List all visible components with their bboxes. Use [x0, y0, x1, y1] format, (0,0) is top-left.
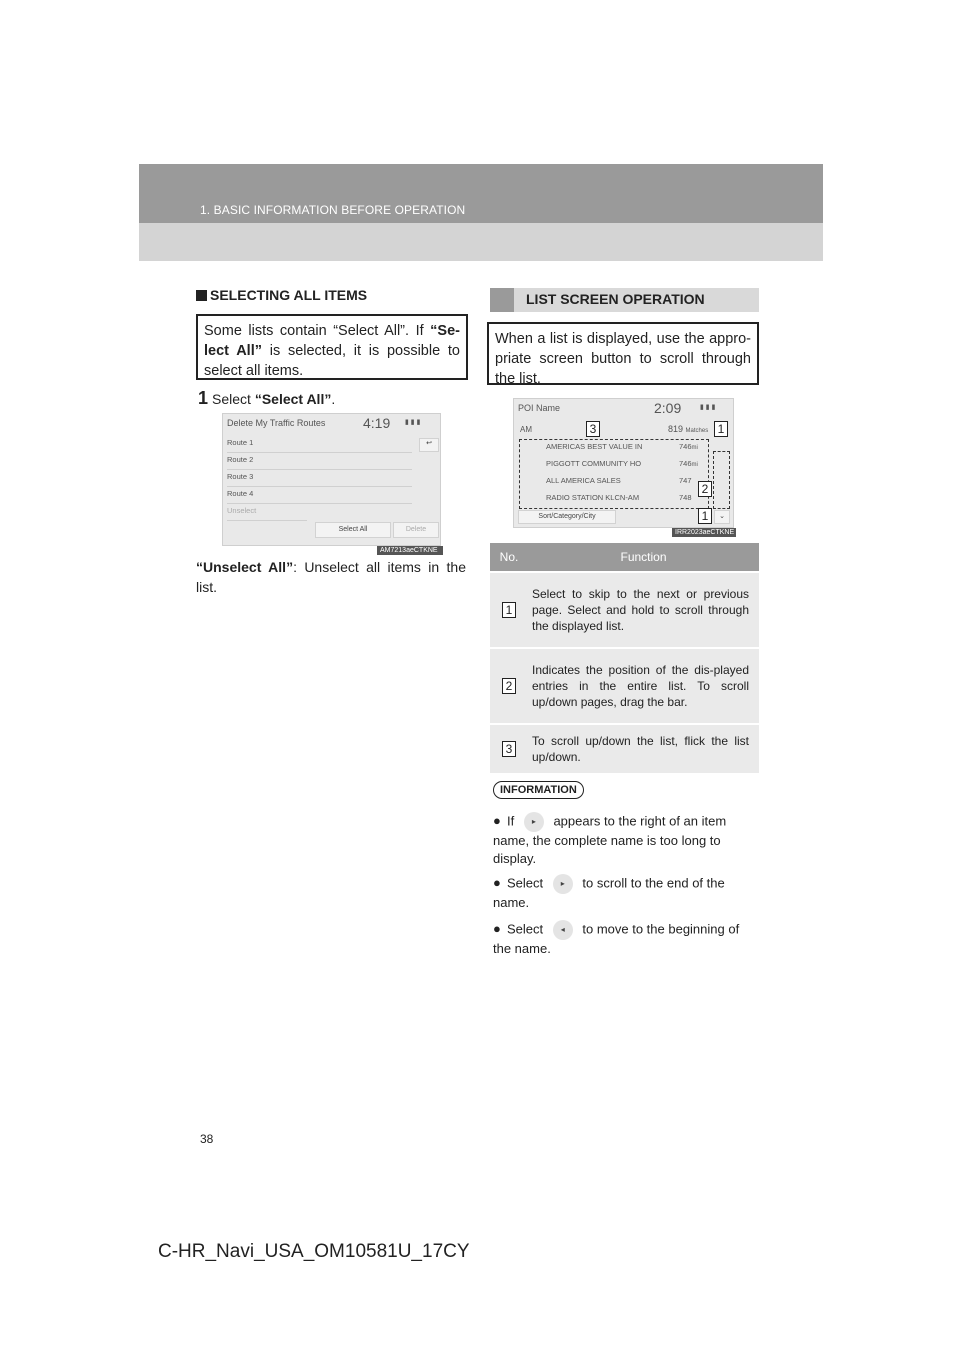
- bullet-icon: ●: [493, 813, 501, 829]
- unselect-row[interactable]: Unselect: [227, 506, 307, 521]
- bullet-icon: ●: [493, 875, 501, 891]
- list-screen-heading: LIST SCREEN OPERATION: [526, 291, 705, 307]
- ellipsis-arrow-icon: ▸: [553, 874, 573, 894]
- screenshot-delete-routes: [222, 413, 441, 546]
- poi-row[interactable]: AMERICAS BEST VALUE IN: [546, 442, 643, 451]
- row-number: 1: [502, 602, 516, 618]
- intro-text: Some lists contain “Select All”. If: [204, 323, 431, 339]
- step-text: Select: [212, 391, 255, 407]
- image-tag: IRR2023aeCTKNE: [672, 528, 736, 537]
- status-icons: ▮ ▮ ▮: [700, 404, 716, 411]
- row-function: Indicates the position of the dis-played entries in the entire list. To scroll up/down pages, drag the bar.: [528, 648, 759, 724]
- image-tag: AM7213aeCTKNE: [377, 546, 443, 555]
- page-down-button[interactable]: [714, 510, 730, 524]
- route-row[interactable]: Route 2: [227, 455, 412, 470]
- dist-unit: mi: [691, 462, 698, 468]
- route-row[interactable]: Route 3: [227, 472, 412, 487]
- page-number: 38: [200, 1132, 214, 1146]
- list-screen-intro-box: When a list is displayed, use the appro-priate screen button to scroll through the list.: [487, 322, 759, 385]
- info-text: to scroll to the end of the name.: [493, 875, 725, 910]
- ellipsis-arrow-icon: ▸: [524, 812, 544, 832]
- dist-value: 746: [679, 459, 692, 468]
- row-number: 2: [502, 678, 516, 694]
- row-function: To scroll up/down the list, flick the list up/down.: [528, 724, 759, 773]
- screen-time: 2:09: [654, 400, 682, 416]
- matches-number: 819: [668, 424, 684, 434]
- section-heading-select-all: [196, 287, 367, 303]
- poi-distance: [679, 442, 698, 451]
- unselect-bold: “Unselect All”: [196, 559, 294, 575]
- unselect-all-description: [196, 557, 466, 597]
- status-icons: ▮ ▮ ▮: [405, 419, 421, 426]
- intro-bold: “Se-lect All”: [204, 323, 460, 359]
- table-row: [490, 724, 759, 773]
- scroll-bar[interactable]: [713, 451, 730, 509]
- poi-row[interactable]: PIGGOTT COMMUNITY HO: [546, 459, 642, 468]
- screen-title: POI Name: [518, 403, 561, 413]
- poi-distance: 748: [679, 493, 692, 502]
- poi-row[interactable]: ALL AMERICA SALES: [546, 476, 621, 485]
- route-row[interactable]: Route 1: [227, 438, 412, 453]
- chevron-down-icon: ⌄: [719, 513, 725, 520]
- footer-code: C-HR_Navi_USA_OM10581U_17CY: [158, 1241, 470, 1262]
- header-title: 1. BASIC INFORMATION BEFORE OPERATION: [200, 203, 466, 217]
- information-badge: INFORMATION: [493, 781, 584, 799]
- delete-button[interactable]: Delete: [393, 522, 439, 538]
- table-row: [490, 648, 759, 724]
- select-all-intro-box: [196, 314, 468, 380]
- bullet-icon: ●: [493, 921, 501, 937]
- callout-1-top: 1: [714, 421, 728, 437]
- back-arrow-icon: ◂: [553, 920, 573, 940]
- info-text: Select: [507, 875, 547, 891]
- info-item: [493, 920, 759, 958]
- callout-3: 3: [586, 421, 600, 437]
- section-heading-text: SELECTING ALL ITEMS: [210, 287, 368, 303]
- unselect-text: : Unselect all items in the list.: [196, 559, 466, 595]
- screenshot-poi-name: [513, 398, 734, 528]
- col-header-no: No.: [490, 543, 528, 572]
- table-row: [490, 572, 759, 648]
- square-bullet-icon: [196, 290, 207, 301]
- row-number: 3: [502, 741, 516, 757]
- screen-title: Delete My Traffic Routes: [227, 418, 326, 428]
- heading-square: [490, 288, 514, 312]
- select-all-button[interactable]: Select All: [315, 522, 391, 538]
- screen-time: 4:19: [363, 415, 391, 431]
- match-count: [668, 424, 708, 434]
- callout-1-bottom: 1: [698, 508, 712, 524]
- dist-unit: mi: [691, 445, 698, 451]
- step-suffix: .: [331, 391, 336, 407]
- dist-value: 746: [679, 442, 692, 451]
- back-button[interactable]: [419, 438, 439, 452]
- intro-text-end: is selected, it is possible to select all items.: [204, 343, 460, 379]
- function-table: [490, 543, 759, 773]
- matches-label: Matches: [685, 428, 709, 434]
- info-text: appears to the right of an item name, the complete name is too long to display.: [493, 813, 727, 866]
- back-arrow-icon: ↩: [426, 440, 432, 447]
- poi-distance: 747: [679, 476, 692, 485]
- info-text: If: [507, 813, 518, 829]
- poi-row[interactable]: RADIO STATION KLCN-AM: [546, 493, 640, 502]
- route-row[interactable]: Route 4: [227, 489, 412, 504]
- info-text: to move to the beginning of the name.: [493, 921, 740, 956]
- step-1: [198, 388, 335, 409]
- row-function: Select to skip to the next or previous page. Select and hold to scroll through the displayed list.: [528, 572, 759, 648]
- poi-distance: [679, 459, 698, 468]
- col-header-function: Function: [528, 543, 759, 572]
- sort-button[interactable]: Sort/Category/City: [518, 510, 616, 524]
- info-item: [493, 812, 759, 868]
- band-label: AM: [520, 425, 532, 434]
- step-number: 1: [198, 388, 209, 408]
- callout-2: 2: [698, 481, 712, 497]
- info-item: [493, 874, 759, 912]
- info-text: Select: [507, 921, 547, 937]
- step-bold: “Select All”: [254, 391, 332, 407]
